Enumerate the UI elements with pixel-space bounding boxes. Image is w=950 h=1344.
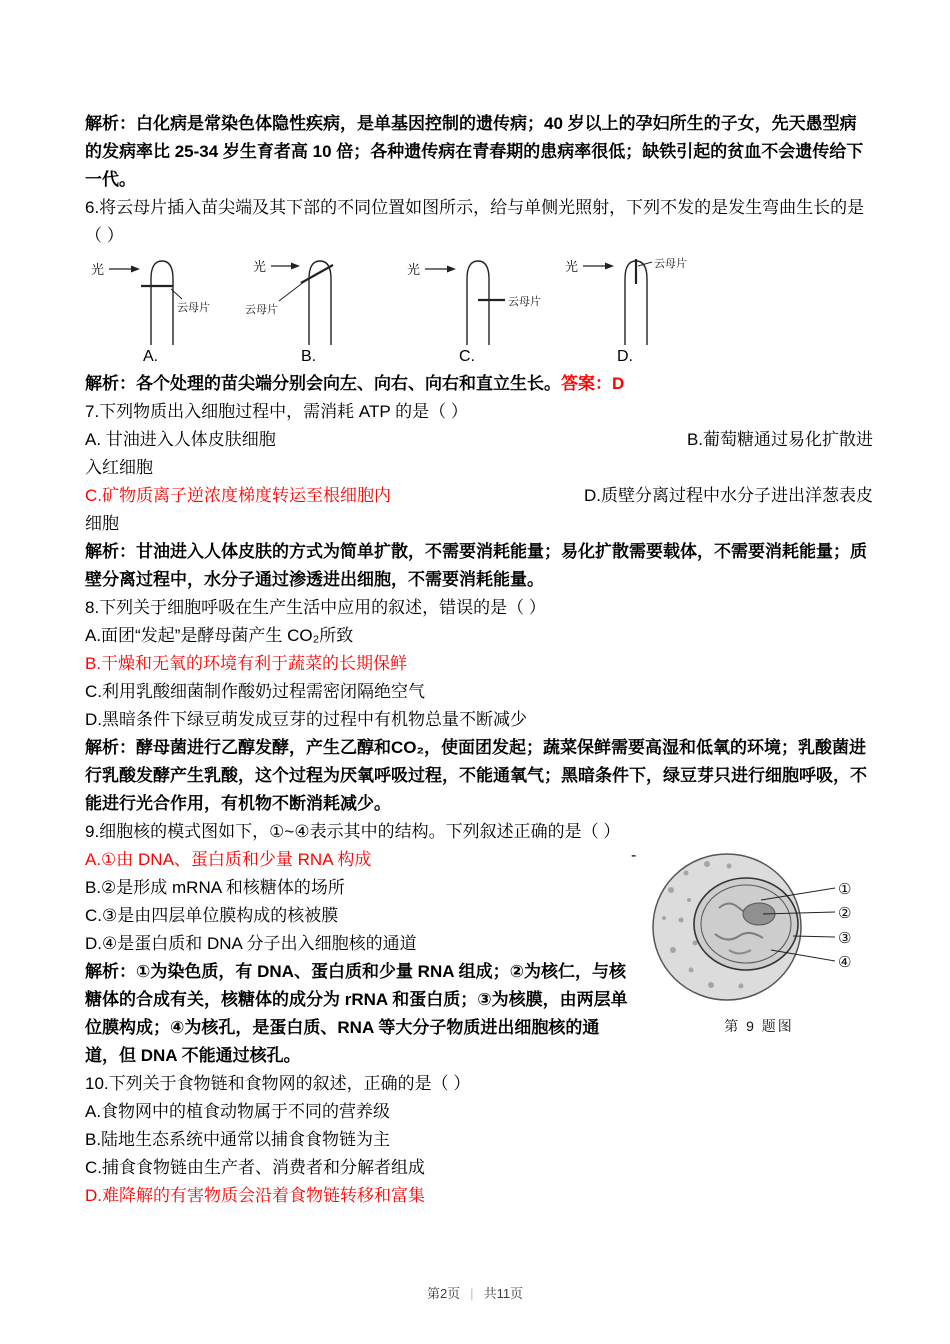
question-6-answer: 答案：D [561, 374, 625, 393]
question-9 [85, 818, 873, 1070]
light-label: 光 [253, 259, 267, 274]
q6-figure [85, 253, 757, 367]
light-label: 光 [565, 259, 579, 274]
question-10-option-b: B.陆地生态系统中通常以捕食食物链为主 [85, 1130, 391, 1149]
question-7-options-row-1 [85, 426, 873, 454]
question-7-options-row-2 [85, 482, 873, 510]
question-7-option-b-wrap: 入红细胞 [85, 458, 153, 477]
question-7-stem: 7.下列物质出入细胞过程中，需消耗 ATP 的是（ ） [85, 402, 468, 421]
question-6 [85, 194, 873, 398]
question-8-option-a: A.面团“发起”是酵母菌产生 CO₂所致 [85, 626, 354, 645]
question-7-option-c: C.矿物质离子逆浓度梯度转运至根细胞内 [85, 486, 391, 505]
footer-page-number: 第2页 [426, 1286, 461, 1301]
cell-nucleus-illustration [649, 848, 869, 1006]
callout-4: ④ [838, 954, 852, 971]
q6-diagram-c [401, 253, 559, 367]
q9-figure-caption: 第 9 题图 [724, 1018, 794, 1034]
seedling-diagram-a [85, 253, 243, 347]
light-arrow-head [447, 266, 456, 273]
question-9-option-a: A.①由 DNA、蛋白质和少量 RNA 构成 [85, 850, 372, 869]
callout-2: ② [838, 905, 852, 922]
question-6-analysis: 解析：各个处理的苗尖端分别会向左、向右、向右和直立生长。 [85, 374, 561, 393]
document-content [85, 110, 873, 1210]
light-arrow-head [131, 266, 140, 273]
mica-label: 云母片 [177, 302, 210, 314]
q6-diagram-d [559, 253, 717, 367]
question-8-option-c: C.利用乳酸细菌制作酸奶过程需密闭隔绝空气 [85, 682, 425, 701]
mica-leader-line [279, 278, 309, 301]
q6-diagram-a [85, 253, 243, 367]
mica-label: 云母片 [654, 258, 687, 270]
diagram-label-b: B. [301, 348, 317, 365]
question-10-option-a: A.食物网中的植食动物属于不同的营养级 [85, 1102, 391, 1121]
question-9-analysis: 解析：①为染色质，有 DNA、蛋白质和少量 RNA 组成；②为核仁，与核糖体的合成有关，核糖体的成分为 rRNA 和蛋白质；③为核膜，由两层单位膜构成；④为核孔，是蛋白质、RNA 等大分子物质进出细胞核的通道，但 DNA 不能通过核孔。 [85, 962, 628, 1065]
mica-label: 云母片 [245, 304, 278, 316]
diagram-label-c: C. [459, 348, 475, 365]
question-7-option-a: A. 甘油进入人体皮肤细胞 [85, 430, 276, 449]
light-label: 光 [407, 262, 421, 277]
question-8-option-b: B.干燥和无氧的环境有利于蔬菜的长期保鲜 [85, 654, 408, 673]
q6-diagram-b [243, 253, 401, 367]
seedling-shape [309, 261, 331, 345]
question-7-option-d-wrap: 细胞 [85, 514, 119, 533]
question-7-option-b: B.葡萄糖通过易化扩散进 [686, 430, 873, 449]
question-10-stem: 10.下列关于食物链和食物网的叙述，正确的是（ ） [85, 1074, 471, 1093]
diagram-label-a: A. [143, 348, 159, 365]
question-7-option-d: D.质壁分离过程中水分子进出洋葱表皮 [584, 486, 873, 505]
mica-label: 云母片 [508, 296, 541, 308]
seedling-diagram-b [243, 253, 401, 347]
page-footer [0, 1283, 950, 1302]
question-9-option-d: D.④是蛋白质和 DNA 分子出入细胞核的通道 [85, 934, 417, 953]
question-9-option-c: C.③是由四层单位膜构成的核被膜 [85, 906, 339, 925]
question-7-analysis: 解析：甘油进入人体皮肤的方式为简单扩散，不需要消耗能量；易化扩散需要载体，不需要消耗能量；质壁分离过程中，水分子通过渗透进出细胞，不需要消耗能量。 [85, 542, 867, 589]
question-9-stem: 9.细胞核的模式图如下，①~④表示其中的结构。下列叙述正确的是（ ） [85, 822, 621, 841]
seedling-shape [151, 261, 173, 345]
diagram-label-d: D. [617, 348, 633, 365]
q9-figure [631, 847, 873, 1037]
question-10 [85, 1070, 873, 1210]
footer-divider: | [470, 1286, 474, 1301]
question-10-option-c: C.捕食食物链由生产者、消费者和分解者组成 [85, 1158, 425, 1177]
light-arrow-head [605, 263, 614, 270]
seedling-diagram-d [559, 253, 717, 347]
light-arrow-head [291, 263, 300, 270]
footer-total-pages: 共11页 [483, 1286, 524, 1301]
question-8-analysis: 解析：酵母菌进行乙醇发酵，产生乙醇和CO₂，使面团发起；蔬菜保鲜需要高湿和低氧的环境；乳酸菌进行乳酸发酵产生乳酸，这个过程为厌氧呼吸过程，不能通氧气；黑暗条件下，绿豆芽只进行细胞呼吸，不能进行光合作用，有机物不断消耗减少。 [85, 738, 867, 813]
seedling-shape [467, 261, 489, 345]
nuclear-envelope-outer [694, 878, 798, 970]
question-6-analysis-row [85, 370, 873, 398]
question-6-stem: 6.将云母片插入苗尖端及其下部的不同位置如图所示，给与单侧光照射，下列不发的是发生弯曲生长的是（ ） [85, 198, 865, 245]
stray-dash: - [631, 847, 637, 864]
light-label: 光 [91, 262, 105, 277]
callout-1: ① [838, 881, 852, 898]
question-8 [85, 594, 873, 818]
question-10-option-d: D.难降解的有害物质会沿着食物链转移和富集 [85, 1186, 425, 1205]
callout-3: ③ [838, 930, 852, 947]
question-7 [85, 398, 873, 594]
question-9-option-b: B.②是形成 mRNA 和核糖体的场所 [85, 878, 345, 897]
analysis-q5: 解析：白化病是常染色体隐性疾病，是单基因控制的遗传病；40 岁以上的孕妇所生的子女，先天愚型病的发病率比 25-34 岁生育者高 10 倍；各种遗传病在青春期的患病率很低；缺铁引起的贫血不会遗传给下一代。 [85, 114, 864, 189]
question-8-stem: 8.下列关于细胞呼吸在生产生活中应用的叙述，错误的是（ ） [85, 598, 546, 617]
question-8-option-d: D.黑暗条件下绿豆萌发成豆芽的过程中有机物总量不断减少 [85, 710, 527, 729]
seedling-diagram-c [401, 253, 559, 347]
